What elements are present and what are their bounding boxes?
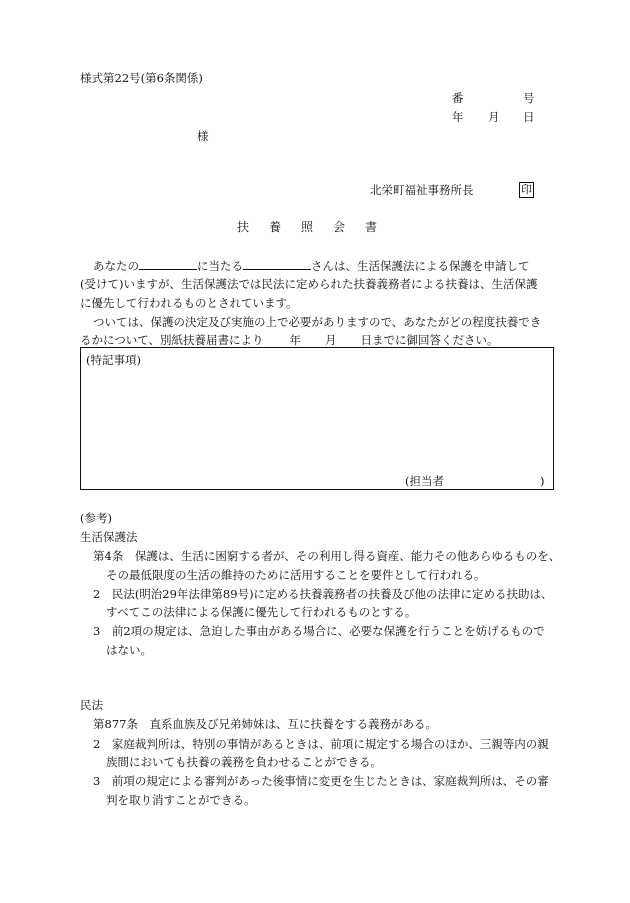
law-title-civil: 民法 [80,698,103,712]
article-877-para-2-line-2: 族間においても扶養の義務を負わせることができる。 [106,755,382,769]
body-line-5 [80,333,499,347]
name-blank [243,258,311,270]
day-label: 日 [523,110,535,124]
law-title-welfare: 生活保護法 [80,530,138,544]
article-4-para-3-line-1: 3 前2項の規定は、急迫した事由がある場合に、必要な保護を行うことを妨げるもので [93,624,545,638]
year-label: 年 [452,110,464,124]
sender-name: 北栄町福祉事務所長 [370,183,474,197]
body-line-2: (受けて)いますが、生活保護法では民法に定められた扶養義務者による扶養は、生活保護 [80,277,538,291]
reference-heading: (参考) [80,511,112,525]
relation-blank [139,258,197,270]
month-label: 月 [488,110,500,124]
recipient-honorific: 様 [197,129,209,143]
seal-stamp [519,182,534,198]
body-line-4: ついては、保護の決定及び実施の上で必要がありますので、あなたがどの程度扶養でき [93,315,542,329]
article-877-para-2-line-1: 2 家庭裁判所は、特別の事情があるときは、前項に規定する場合のほか、三親等内の親 [93,737,549,751]
remarks-box [80,347,554,490]
body-line-1-a: あなたの [93,259,139,273]
body-line-5-a: るかについて、別紙扶養届書により [80,333,264,347]
body-line-1-b: に当たる [197,259,243,273]
article-4-para-3-line-2: はない。 [106,643,152,657]
body-line-3: に優先して行われるものとされています。 [80,296,298,310]
body-line-5-d: 日までに御回答ください。 [360,333,499,347]
person-in-charge-open: (担当者 [405,474,444,488]
article-4-line-1: 第4条 保護は、生活に困窮する者が、その利用し得る資産、能力その他あらゆるものを、 [93,549,561,563]
article-877-line-1: 第877条 直系血族及び兄弟姉妹は、互に扶養をする義務がある。 [93,717,437,731]
number-label: 番 [452,91,464,105]
seal-mark: 印 [521,183,532,196]
article-877-para-3-line-2: 判を取り消すことができる。 [106,793,256,807]
deadline-month: 月 [325,333,337,347]
remarks-label: (特記事項) [86,353,141,367]
document-title: 扶 養 照 会 書 [237,220,382,234]
form-number: 様式第22号(第6条関係) [80,71,203,85]
article-4-para-2-line-1: 2 民法(明治29年法律第89号)に定める扶養義務者の扶養及び他の法律に定める扶助は、 [93,587,553,601]
person-in-charge-close: ) [540,474,545,488]
number-suffix: 号 [523,91,535,105]
article-4-para-2-line-2: すべてこの法律による保護に優先して行われるものとする。 [106,605,417,619]
deadline-year: 年 [289,333,302,347]
body-line-1-c: さんは、生活保護法による保護を申請して [311,259,530,273]
article-4-line-2: その最低限度の生活の維持のために活用することを要件として行われる。 [106,568,486,582]
article-877-para-3-line-1: 3 前項の規定による審判があった後事情に変更を生じたときは、家庭裁判所は、その審 [93,774,549,788]
body-line-1 [93,258,530,273]
